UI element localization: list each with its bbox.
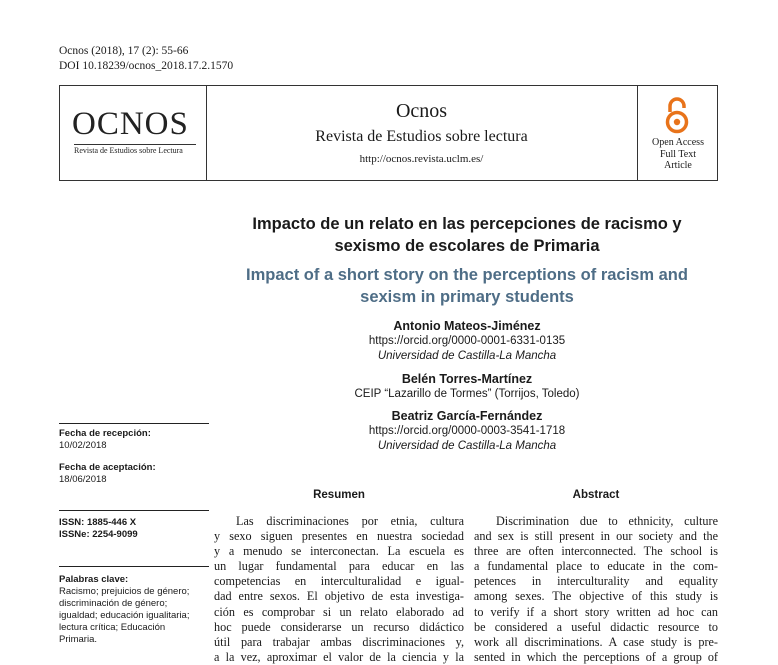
sidebar-divider [59,423,209,424]
journal-logo [60,86,207,180]
accepted-date: 18/06/2018 [59,474,107,485]
journal-header [59,85,718,181]
sidebar-divider [59,566,209,567]
author-name: Antonio Mateos-Jiménez [393,319,541,333]
journal-name: Ocnos [395,100,448,122]
journal-url-link[interactable]: http://ocnos.revista.uclm.es/ [359,153,484,165]
abstract-heading: Abstract [572,489,620,501]
citation-journal-issue: Ocnos (2018), 17 (2): 55-66 [59,45,189,57]
accepted-label: Fecha de aceptación: [59,462,156,473]
sidebar-issn [59,517,209,541]
abstract-body: Discrimination due to ethnicity, culture and sex is still present in our society and the three are often interconnected. The school is a fundamental place to educate in the com- petences in interculturality and equality among sexes. The objective of this study is to verify if a short story written ad hoc can be considered a useful didactic resource to work all discriminations. A case study is pre- sented in which the perceptions of a group of [474,514,718,664]
citation [59,44,233,74]
author-1 [214,319,720,364]
author-name: Beatriz García-Fernández [391,409,543,423]
sidebar-keywords: Palabras clave: Racismo; prejuicios de género; discriminación de género; igualdad; educación igualitaria; lectura crítica; Educación Primaria. [59,574,209,646]
author-3 [214,409,720,454]
journal-title-block [206,86,637,180]
logo-wordmark: OCNOS [72,106,189,142]
open-access-label: Open Access Full Text Article [652,137,704,171]
author-institution: Universidad de Castilla-La Mancha [377,440,557,452]
author-orcid-link[interactable]: https://orcid.org/0000-0003-3541-1718 [368,425,566,437]
author-affiliation: CEIP “Lazarillo de Tormes” (Torrijos, Toledo) [354,388,580,400]
keywords-label: Palabras clave: [59,574,129,585]
received-label: Fecha de recepción: [59,428,151,439]
author-institution: Universidad de Castilla-La Mancha [377,350,557,362]
journal-subtitle: Revista de Estudios sobre lectura [315,128,528,145]
open-access-badge [637,86,718,180]
logo-subtitle: Revista de Estudios sobre Lectura [74,146,183,155]
issn: ISSN: 1885-446 X [59,517,137,528]
article-title-english: Impact of a short story on the perceptions of racism and sexism in primary students [246,266,688,306]
resumen-heading: Resumen [313,489,365,501]
author-2 [214,372,720,402]
article-title-spanish: Impacto de un relato en las percepciones de racismo y sexismo de escolares de Primaria [252,215,682,255]
sidebar-divider [59,510,209,511]
received-date: 10/02/2018 [59,440,107,451]
issne: ISSNe: 2254-9099 [59,529,138,540]
open-access-lock-icon [664,96,690,134]
sidebar-dates [59,428,209,486]
author-orcid-link[interactable]: https://orcid.org/0000-0001-6331-0135 [368,335,566,347]
resumen-body: Las discriminaciones por etnia, cultura y sexo siguen presentes en nuestra sociedad y a menudo se interconectan. La escuela es un lugar fundamental para educar en las competencias en interculturalidad e igual- dad entre sexos. El objetivo de esta investiga- ción es comprobar si un relato elaborado ad hoc puede considerarse un recurso didáctico útil para trabajar ambas discriminaciones y, a la vez, aproximar el valor de la ciencia y la [214,514,464,664]
citation-doi: DOI 10.18239/ocnos_2018.17.2.1570 [59,60,234,72]
logo-divider [74,144,196,145]
author-name: Belén Torres-Martínez [401,372,533,386]
